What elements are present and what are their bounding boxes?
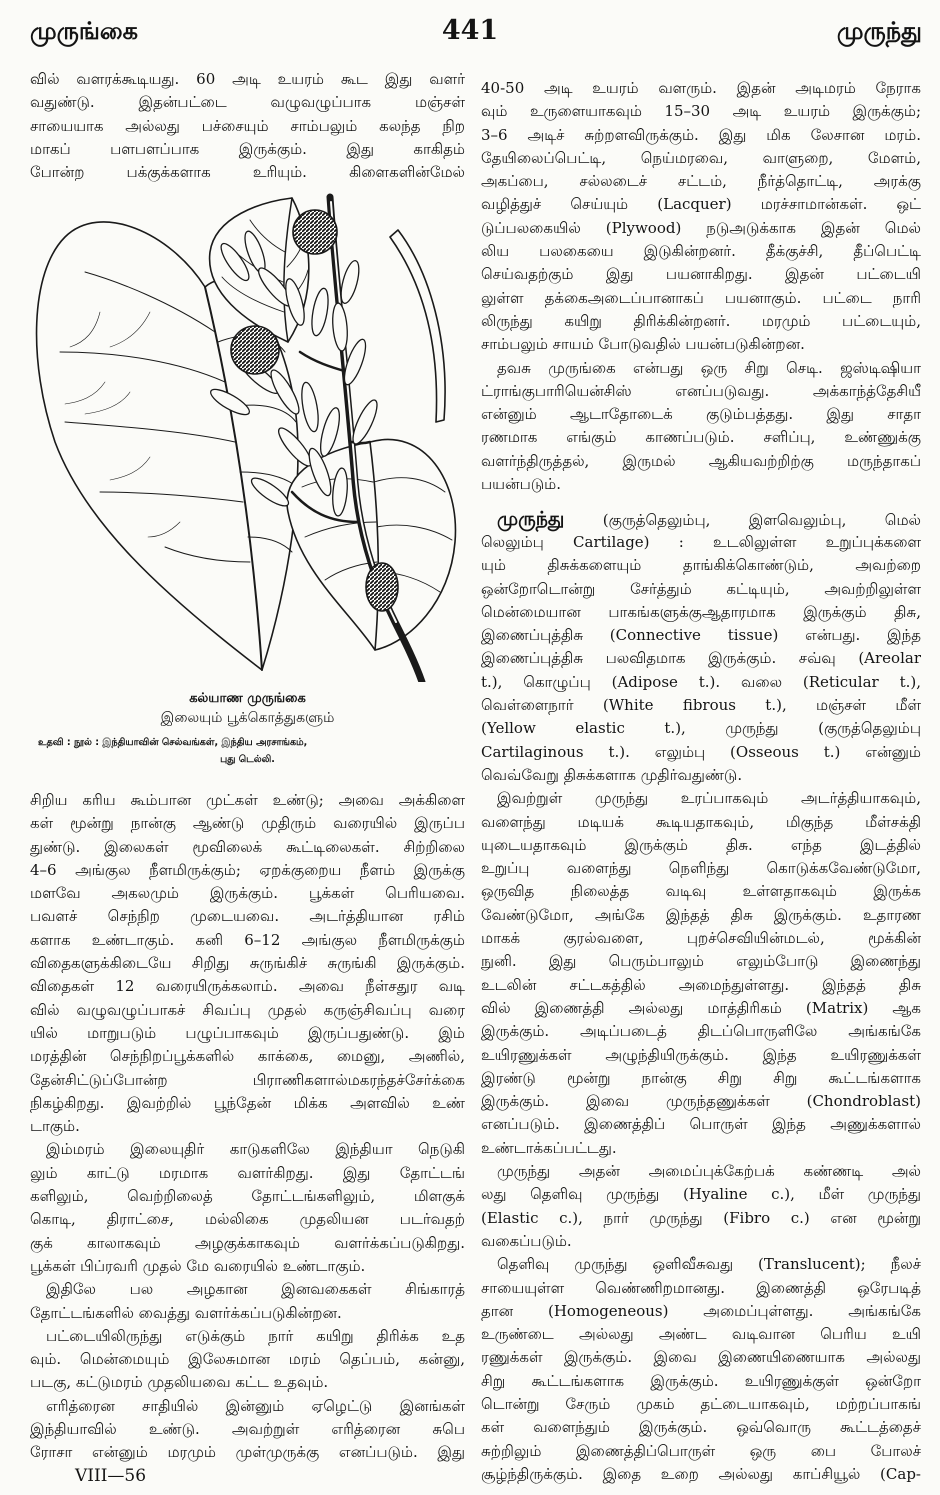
text-line: பட்டையிலிருந்து எடுக்கும் நார் கயிறு திரிக்க உத	[46, 1326, 465, 1345]
text-line: செய்வதற்கும் இது பயனாகிறது. இதன் பட்டையி	[481, 265, 921, 284]
text-line: வதுண்டு. இதன்பட்டை வழுவழுப்பாக மஞ்சள்	[30, 93, 465, 112]
text-line: கள் மூன்று நான்கு ஆண்டு முதிரும் வரையில் இருப்ப	[30, 814, 465, 833]
running-head-right: முருந்து	[836, 17, 922, 45]
text-line: சூழ்ந்திருக்கும். இதை உறை அல்லது காப்சியூல் (Cap-	[481, 1464, 921, 1483]
text-line: மளவே அகலமும் இருக்கும். பூக்கள் பெரியவை.	[30, 884, 465, 903]
text-line: போன்ற பக்குக்களாக உரியும். கிளைகளின்மேல்	[30, 163, 465, 182]
caption-credit: உதவி : நூல் : இந்தியாவின் செல்வங்கள், இந்திய அரசாங்கம்,	[38, 737, 308, 748]
text-line: வில் வளரக்கூடியது. 60 அடி உயரம் கூட இது வளர்	[30, 70, 465, 88]
text-line: இருக்கும். அடிப்படைத் திடப்பொருளிலே அங்கங்கே	[481, 1022, 921, 1041]
text-line: சாயையுள்ள வெண்ணிறமானது. இணைத்தி ஒரேபடித்	[481, 1278, 921, 1297]
text-line: பவளச் செந்நிற முடையவை. அடர்த்தியான ரசிம்	[30, 907, 465, 926]
text-line: உடலின் சட்டகத்தில் அமைந்துள்ளது. இந்தத் திசு	[481, 975, 921, 994]
text-line: மாகப் பளபளப்பாக இருக்கும். இது காகிதம்	[30, 139, 465, 158]
text-line: இருக்கும். இவை முருந்தணுக்கள் (Chondroblast)	[481, 1092, 921, 1111]
text-line: முருந்து அதன் அமைப்புக்கேற்பக் கண்ணடி அல்	[497, 1162, 921, 1181]
text-line: எனப்படும். இணைத்திப் பொருள் இந்த அணுக்களால்	[481, 1115, 921, 1134]
text-line: உயிரணுக்கள் அழுந்தியிருக்கும். இந்த உயிரணுக்கள்	[481, 1045, 921, 1064]
text-line: யும் திசுக்களையும் தாங்கிக்கொண்டும், அவற்றை	[481, 556, 921, 575]
text-line: Cartilaginous t.). எலும்பு (Osseous t.) என்னும்	[481, 742, 921, 761]
text-line: இணைப்புத்திசு பலவிதமாக இருக்கும். சவ்வு (Areolar	[481, 649, 921, 668]
text-line: உருண்டை அல்லது அண்ட வடிவான பெரிய உயி	[481, 1325, 921, 1344]
text-line: யில் மாறுபடும் பழுப்பாகவும் இருப்பதுண்டு. இம்	[30, 1023, 465, 1042]
text-line: இணைப்புத்திசு (Connective tissue) என்பது. இந்த	[481, 626, 921, 645]
text-line: சிறிய கரிய கூம்பான முட்கள் உண்டு; அவை அக்கிளை	[30, 791, 465, 809]
right-column-top-text	[481, 77, 921, 496]
text-line: ரோசா என்னும் மரமும் முள்முருக்கு எனப்படும். இது	[30, 1443, 465, 1462]
running-head-left: முருங்கை	[30, 17, 138, 45]
text-line: விதைகளுக்கிடையே சிறிது சுருங்கிச் சுருங்கி இருக்கும்.	[30, 954, 465, 973]
entry-term: முருந்து	[497, 508, 565, 530]
caption-credit: புது டெல்லி.	[220, 754, 275, 765]
text-line: லிய பலகையை இடுகின்றனர். தீக்குச்சி, தீப்பெட்டி	[481, 242, 921, 261]
text-line: கள் வளைந்தும் இருக்கும். ஒவ்வொரு கூட்டத்தைச்	[481, 1418, 921, 1437]
volume-signature: VIII—56	[75, 1466, 147, 1486]
text-line: லும் காட்டு மரமாக வளர்கிறது. இது தோட்டங்	[30, 1163, 465, 1182]
text-line: தான (Homogeneous) அமைப்புள்ளது. அங்கங்கே	[481, 1301, 921, 1320]
text-line: எரித்ரைன சாதியில் இன்னும் ஏழெட்டு இனங்கள்	[46, 1396, 465, 1415]
text-line: அகப்பை, சல்லடைச் சட்டம், நீர்த்தொட்டி, அரக்கு	[481, 172, 921, 191]
left-column-bottom-text	[30, 789, 465, 1465]
text-line: ட்ராங்குபாரியென்சிஸ் எனப்படுவது. அக்காந்த்தேசியீ	[481, 381, 921, 400]
text-line: வில் வழுவழுப்பாகச் சிவப்பு முதல் கருஞ்சிவப்பு வரை	[30, 1000, 465, 1019]
text-line: வழித்துச் செய்யும் (Lacquer) மரச்சாமான்கள். ஒட்	[481, 195, 921, 214]
text-line: தெளிவு முருந்து ஒளிவீசுவது (Translucent); நீலச்	[497, 1255, 921, 1274]
text-line: ரணுக்கள் இருக்கும். இவை இணையிணையாக அல்லது	[481, 1348, 921, 1367]
text-line: வும் உருளையாகவும் 15–30 அடி உயரம் இருக்கும்;	[481, 102, 921, 121]
right-column-bottom-text	[481, 531, 921, 1486]
text-line: (Yellow elastic t.), முருந்து (குருத்தெலும்பு	[481, 719, 921, 738]
text-line: 4–6 அங்குல நீளமிருக்கும்; ஏறக்குறைய நீளம் இருக்கு	[30, 860, 465, 879]
text-line: களாக உண்டாகும். கனி 6–12 அங்குல நீளமிருக்கும்	[30, 930, 465, 949]
text-line: உண்டாக்கப்பட்டது.	[481, 1138, 617, 1157]
text-line: டொன்று சேரும் முகம் தட்டையாகவும், மற்றப்பாகங்	[481, 1394, 921, 1413]
text-line: சுற்றிலும் இணைத்திப்பொருள் ஒரு பை போலச்	[481, 1441, 921, 1460]
text-line: டாகும்.	[30, 1117, 80, 1136]
text-line: இவற்றுள் முருந்து உரப்பாகவும் அடர்த்தியாகவும்,	[497, 789, 921, 808]
text-line: வகைப்படும்.	[481, 1231, 572, 1250]
entry-heading	[481, 506, 921, 533]
text-line: இரண்டு மூன்று நான்கு சிறு சிறு கூட்டங்களாக	[481, 1068, 921, 1087]
flower-bud	[293, 210, 337, 254]
text-line: நிகழ்கிறது. இவற்றில் பூந்தேன் மிக்க அளவில் உண்	[30, 1093, 465, 1112]
text-line: சாயையாக அல்லது பச்சையும் சாம்பலும் கலந்த நிற	[30, 116, 465, 135]
text-line: மாகக் குரல்வளை, புறச்செவியின்மடல், மூக்கின்	[481, 929, 921, 948]
figure-caption	[30, 690, 465, 768]
text-line: கொடி, திராட்சை, மல்லிகை முதலியன படர்வதற்	[30, 1210, 465, 1229]
text-line: தோட்டங்களில் வைத்து வளர்க்கப்படுகின்றன.	[30, 1303, 342, 1322]
text-line: வளைந்து மடியக் கூடியதாகவும், மிகுந்த மீள்சக்தி	[481, 812, 921, 831]
text-line: டுப்பலகையில் (Plywood) நடுஅடுக்காக இதன் மெல்	[481, 218, 921, 237]
text-line: பூக்கள் பிப்ரவரி முதல் மே வரையில் உண்டாகும்.	[30, 1256, 366, 1275]
text-line: உறுப்பு வளைந்து நெளிந்து கொடுக்கவேண்டுமோ,	[481, 859, 921, 878]
text-line: குக் காலாகவும் அழகுக்காகவும் வளர்க்கப்படுகிறது.	[30, 1233, 465, 1252]
text-line: தேயிலைப்பெட்டி, நெய்மரவை, வாளுறை, மேளம்,	[481, 148, 921, 167]
text-line: இந்தியாவில் உண்டு. அவற்றுள் எரித்ரைன சுபெ	[30, 1420, 465, 1439]
text-line: லெலும்பு Cartilage) : உடலிலுள்ள உறுப்புக்களை	[481, 533, 921, 551]
text-line: லது தெளிவு முருந்து (Hyaline c.), மீள் முருந்து	[481, 1185, 921, 1204]
text-line: வெவ்வேறு திசுக்களாக முதிர்வதுண்டு.	[481, 765, 743, 784]
left-column-top-text	[30, 68, 465, 184]
text-line: மரத்தின் செந்நிறப்பூக்களில் காக்கை, மைனு, அணில்,	[30, 1047, 465, 1066]
plant-illustration	[30, 192, 465, 682]
text-line: வளர்ந்திருத்தல், இருமல் ஆகியவற்றிற்கு மருந்தாகப்	[481, 451, 921, 470]
text-line: துண்டு. இலைகள் மூவிலைக் கூட்டிலைகள். சிற்றிலை	[30, 837, 465, 856]
text-line: தேன்சிட்டுப்போன்ற பிராணிகளால்மகரந்தச்சேர்க்கை	[30, 1070, 465, 1089]
text-line: யுடையதாகவும் இருக்கும் திசு. எந்த இடத்தில்	[481, 835, 921, 854]
stem-node	[366, 563, 398, 611]
text-line: 3–6 அடிச் சுற்றளவிருக்கும். இது மிக லேசான மரம்.	[481, 125, 921, 144]
text-line: லிருந்து கயிறு திரிக்கின்றனர். மரமும் பட்டையும்,	[481, 311, 921, 330]
text-line: தவசு முருங்கை என்பது ஒரு சிறு செடி. ஜஸ்டிஷியா	[497, 358, 921, 377]
text-line: ஒருவித நிலைத்த வடிவு உள்ளதாகவும் இருக்க	[481, 882, 921, 901]
text-line: (Elastic c.), நார் முருந்து (Fibro c.) என மூன்று	[481, 1208, 921, 1227]
text-line: ஒன்றோடொன்று சேர்த்தும் கட்டியும், அவற்றிலுள்ள	[481, 579, 921, 598]
text-line: சிறு கூட்டங்களாக இருக்கும். உயிரணுக்குள் ஒன்றோ	[481, 1371, 921, 1390]
caption-subtitle: இலையும் பூக்கொத்துகளும்	[160, 710, 335, 726]
caption-title: கல்யாண முருங்கை	[189, 691, 306, 706]
text-line: வும். மென்மையும் இலேசுமான மரம் தெப்பம், கன்னு,	[30, 1350, 465, 1369]
text-line: லுள்ள தக்கைஅடைப்பானாகப் பயனாகும். பட்டை நாரி	[481, 288, 921, 307]
seed-pod	[390, 230, 445, 422]
text-line: t.), கொழுப்பு (Adipose t.). வலை (Reticular t.),	[481, 672, 921, 691]
text-line: இதிலே பல அழகான இனவகைகள் சிங்காரத்	[46, 1280, 465, 1299]
text-line: மென்மையான பாகங்களுக்குஆதாரமாக இருக்கும் திசு,	[481, 602, 921, 621]
text-line: சாம்பலும் சாயம் போடுவதில் பயன்படுகின்றன.	[481, 335, 805, 354]
flower-bud	[231, 326, 279, 374]
text-line: களிலும், வெற்றிலைத் தோட்டங்களிலும், மிளகுக்	[30, 1187, 465, 1206]
text-line: வில் இணைத்தி அல்லது மாத்திரிகம் (Matrix) ஆக	[481, 998, 921, 1017]
text-line: இம்மரம் இலையுதிர் காடுகளிலே இந்தியா நெடுகி	[46, 1140, 465, 1159]
text-line: ரணமாக எங்கும் காணப்படும். சளிப்பு, உண்ணுக்கு	[481, 428, 921, 447]
entry-heading-line	[481, 506, 921, 533]
text-line: என்னும் ஆடாதோடைக் குடும்பத்தது. இது சாதா	[481, 405, 921, 424]
entry-term-gloss: (குருத்தெலும்பு, இளவெலும்பு, மெல்	[602, 511, 921, 529]
text-line: நுனி. இது பெரும்பாலும் எலும்போடு இணைந்து	[481, 952, 921, 971]
text-line: படகு, கட்டுமரம் முதலியவை கட்ட உதவும்.	[30, 1373, 329, 1392]
text-line: வேண்டுமோ, அங்கே இந்தத் திசு இருக்கும். உதாரண	[481, 905, 921, 924]
text-line: 40-50 அடி உயரம் வளரும். இதன் அடிமரம் நேராக	[481, 79, 921, 97]
text-line: வெள்ளைநார் (White fibrous t.), மஞ்சள் மீள்	[481, 696, 921, 715]
page-number: 441	[441, 15, 499, 46]
text-line: விதைகள் 12 வரையிருக்கலாம். அவை நீள்சதுர வடி	[30, 977, 465, 996]
text-line: பயன்படும்.	[481, 475, 561, 494]
